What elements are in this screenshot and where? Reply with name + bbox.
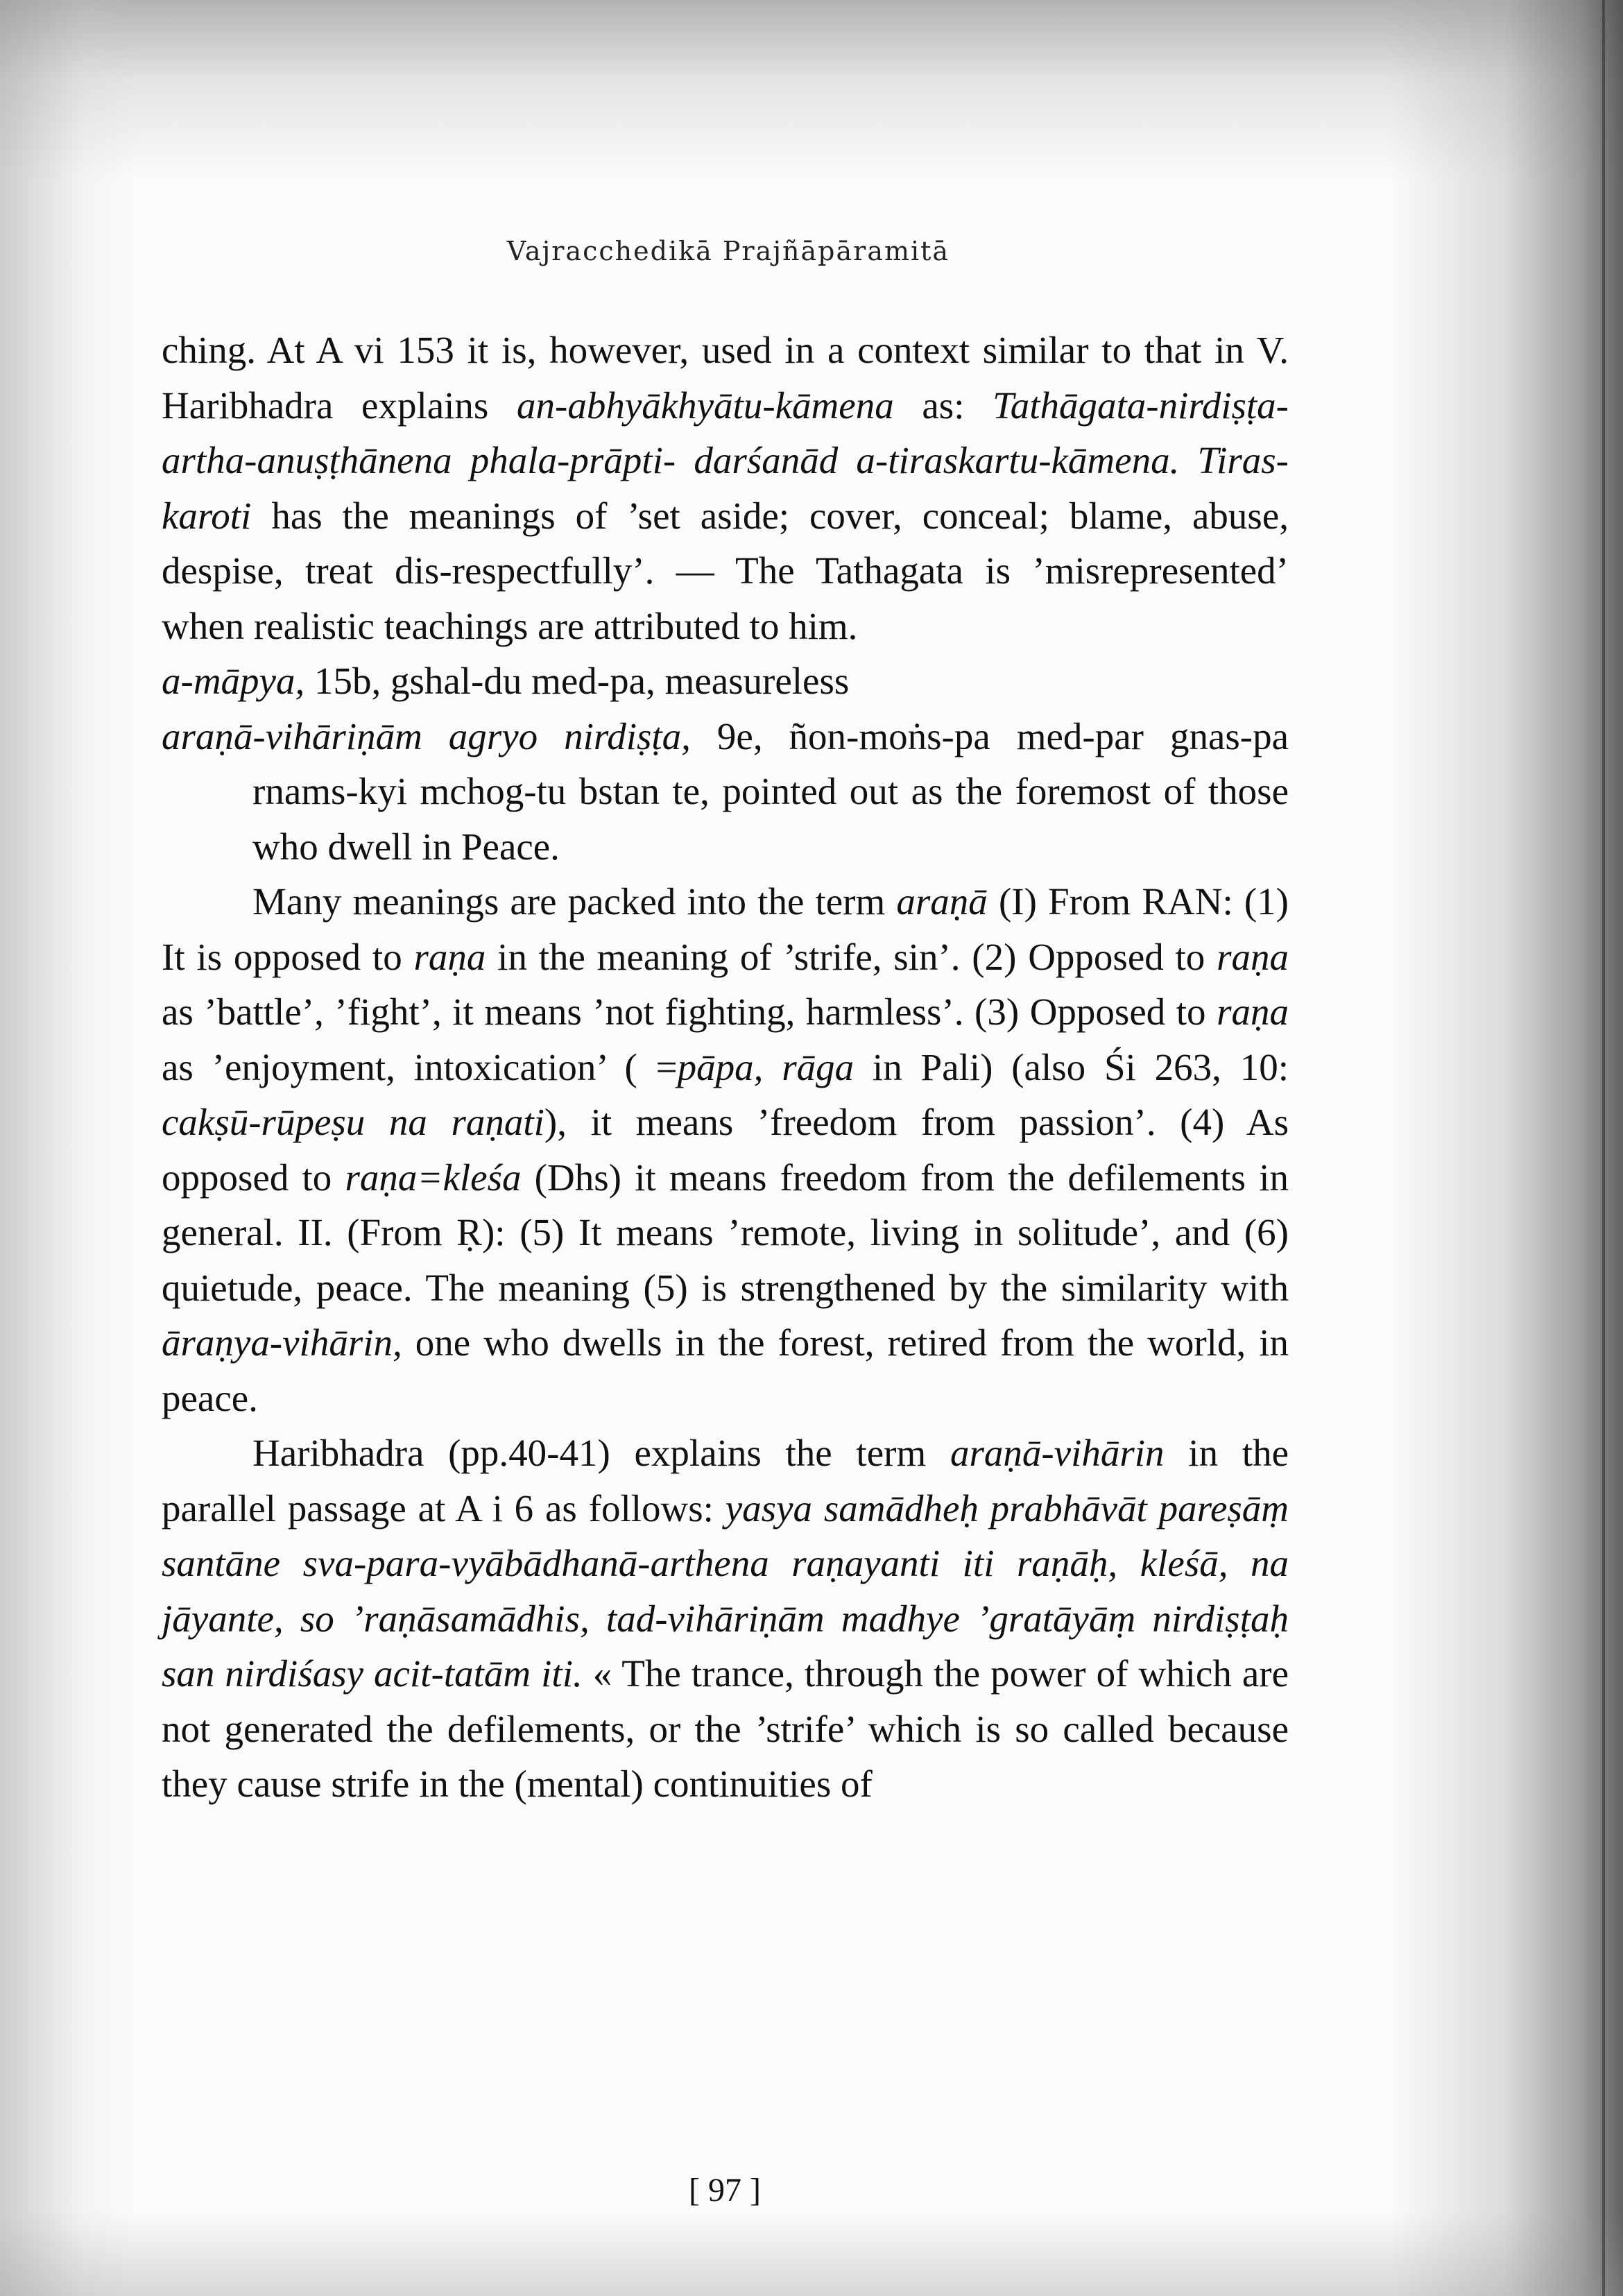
- italic-term: Tathāgata-nirdiṣṭa-artha-anuṣṭhānena phala-prāpti- darśanād a-tiraskartu-kāmena. Tiras-karoti: [162, 384, 1289, 537]
- entry-headword: a-māpya,: [162, 660, 305, 702]
- glossary-entry-arana-viharinam: [162, 709, 1289, 875]
- glossary-entry-a-mapya: [162, 653, 1289, 709]
- text-run: has the meanings of ’set aside; cover, conceal; blame, abuse, despise, treat dis-respectfully’. — The Tathagata is ’misrepresented’ when realistic teachings are attributed to him.: [162, 494, 1289, 647]
- running-title: Vajracchedikā Prajñāpāramitā: [506, 236, 950, 266]
- italic-term: raṇa: [1217, 991, 1289, 1033]
- text-run: (Dhs) it means freedom from the defilements in general. II. (From Ṛ): (5) It means ’remote, living in solitude’, and (6) quietude, peace. The meaning (5) is strengthened by the similarity with: [162, 1156, 1289, 1309]
- text-run: (I) From RAN: (1) It is opposed to: [162, 880, 1289, 978]
- page-number: [ 97 ]: [689, 2172, 761, 2209]
- italic-term: an-abhyākhyātu-kāmena: [517, 384, 894, 427]
- scan-shadow-top: [0, 0, 1623, 180]
- italic-term: raṇa: [413, 935, 486, 978]
- page-edge: [1602, 0, 1605, 2296]
- text-run: as ’enjoyment, intoxication’ ( =: [162, 1045, 678, 1088]
- scan-shadow-left: [0, 0, 139, 2296]
- text-run: in the parallel passage at A i 6 as follows:: [162, 1432, 1289, 1530]
- entry-definition: 9e, ñon-moṅs-pa med-par gnas-pa rnams-kyi mchog-tu bstan te, pointed out as the foremost of those who dwell in Peace.: [252, 714, 1289, 868]
- text-run: Many meanings are packed into the term: [252, 880, 897, 923]
- italic-term: āraṇya-vihārin,: [162, 1321, 402, 1364]
- entry-headword: araṇā-vihāriṇām agryo nirdiṣṭa,: [162, 714, 691, 757]
- italic-term: pāpa, rāga: [677, 1045, 855, 1088]
- text-run: one who dwells in the forest, retired from the world, in peace.: [162, 1321, 1289, 1419]
- scan-shadow-bottom: [0, 2213, 1623, 2296]
- italic-term: araṇā: [896, 880, 988, 923]
- text-run: as ’battle’, ’fight’, it means ’not fighting, harmless’. (3) Opposed to: [162, 991, 1217, 1033]
- entry-definition: 15b, gshal-du med-pa, measureless: [304, 660, 850, 702]
- body-text: [162, 323, 1289, 1812]
- paragraph-haribhadra: [162, 1425, 1289, 1812]
- italic-term: cakṣū-rūpeṣu na raṇati: [162, 1101, 544, 1143]
- italic-term: raṇa: [1217, 935, 1289, 978]
- text-run: ), it means ’freedom from passion’. (4) As opposed to: [162, 1101, 1289, 1199]
- text-run: as:: [893, 384, 993, 427]
- text-run: in the meaning of ’strife, sin’. (2) Opposed to: [486, 935, 1217, 978]
- text-run: « The trance, through the power of which are not generated the defilements, or the ’strife’ which is so called because they cause strife in the (mental) continuities of: [162, 1652, 1289, 1805]
- paragraph-1: [162, 323, 1289, 653]
- text-run: Haribhadra (pp.40-41) explains the term: [252, 1432, 950, 1474]
- italic-quotation: yasya samādheḥ prabhāvāt pareṣāṃ santāne sva-para-vyābādhanā-arthena raṇayanti iti raṇāḥ, kleśā, na jāyante, so ’raṇāsamādhis, tad-vihāriṇām madhye ’gratāyāṃ nirdiṣṭaḥ san nirdiśasy acit-tatām iti.: [162, 1487, 1289, 1695]
- text-run: in Pali) (also Śi 263, 10:: [854, 1045, 1289, 1088]
- paragraph-arana-meanings: [162, 874, 1289, 1425]
- italic-term: raṇa=kleśa: [345, 1156, 522, 1199]
- scan-shadow-right: [1387, 0, 1623, 2296]
- text-run: ching. At A vi 153 it is, however, used in a context similar to that in V. Haribhadra explains: [162, 329, 1289, 427]
- italic-term: araṇā-vihārin: [950, 1432, 1165, 1474]
